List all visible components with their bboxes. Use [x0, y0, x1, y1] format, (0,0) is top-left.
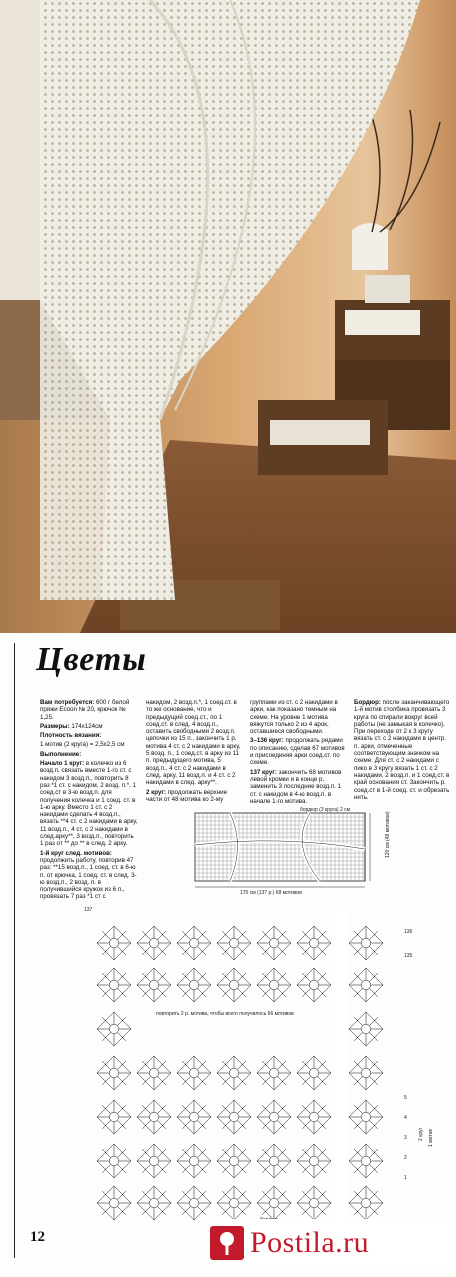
motif — [349, 926, 383, 960]
border-label: бордюр (3 круга) 2 см — [300, 807, 351, 813]
paragraph-heading: 1-й круг след. мотивов: — [40, 849, 112, 857]
motif — [97, 968, 131, 1002]
motif — [97, 926, 131, 960]
row-label-3: 3 — [404, 1135, 407, 1141]
motif — [297, 1056, 331, 1090]
paragraph-heading: Вам потребуется: — [40, 699, 95, 706]
paragraph — [354, 699, 450, 801]
side-label-round: 2 круг — [418, 1127, 424, 1141]
row-label-135: 135 — [404, 953, 413, 959]
paragraph — [250, 737, 346, 766]
motif — [349, 1100, 383, 1134]
motif — [97, 1012, 131, 1046]
layout-schematic — [190, 805, 400, 895]
paragraph-heading: Плотность вязания: — [40, 732, 102, 740]
paragraph — [40, 732, 138, 739]
motif — [349, 1144, 383, 1178]
page-frame-line — [14, 643, 15, 1258]
motif — [297, 1144, 331, 1178]
text-column-4 — [354, 699, 450, 803]
text-column-1 — [40, 699, 138, 903]
motif — [349, 1012, 383, 1046]
paragraph-text: закончить 68 мотивов левой кромки и в конце р. заменить 3 последние возд.п. 1 ст. с накидом в 4-ю возд.п. в начале 1-го мотива. — [250, 768, 342, 805]
motif — [349, 1056, 383, 1090]
paragraph-heading: Размеры: — [40, 722, 70, 730]
paragraph-text: продолжать рядами по описанию, сделав 67 мотивов и присоединяя арки соед.ст. по схеме. — [250, 737, 345, 767]
paragraph — [146, 789, 242, 804]
motif — [257, 1056, 291, 1090]
motif — [177, 968, 211, 1002]
motif — [217, 1056, 251, 1090]
motif — [217, 1144, 251, 1178]
row-label-4: 4 — [404, 1115, 407, 1121]
paragraph-heading: Начало 1 круг: — [40, 760, 85, 768]
motif — [297, 926, 331, 960]
photo-illustration — [0, 0, 456, 633]
paragraph-text: группами из ст. с 2 накидами в арки, как показано темным на схеме. На уровне 1 мотива вяжутся только 2 из 4 арок, оставшиеся свободными. — [250, 699, 338, 736]
pattern-page — [0, 633, 456, 1277]
pin-icon — [210, 1226, 244, 1260]
text-column-2 — [146, 699, 242, 805]
paragraph-text: 174х124см — [69, 722, 103, 730]
paragraph-text: после заканчивающего 1-й мотив столбика провязать 3 круга по спирали вокруг всей работы (не замыкая в колечко). При переходе от 2 к 3 кругу вязать ст. с 2 накидами в центр. п. арки, отмеченные соответствующим значком на схеме. Для ст. с 2 накидами с пико в 3 кругу вязать 1 ст. с 2 накидами, 2 возд.п. и 1 соед.ст. в край основания ст. Закончить р. соед.ст в 1-й соед. ст. и обрезать нить. — [354, 699, 450, 801]
motif — [177, 1186, 211, 1220]
motif — [137, 1100, 171, 1134]
paragraph-text: 600 г белой пряжи Ecoon № 20, крючок № 1,25. — [40, 699, 130, 721]
crochet-chart — [84, 905, 424, 1223]
motif — [177, 1100, 211, 1134]
motif — [297, 1100, 331, 1134]
paragraph-heading: 3–136 круг: — [250, 737, 284, 745]
motif — [177, 926, 211, 960]
motif — [257, 1186, 291, 1220]
motif — [217, 926, 251, 960]
paragraph — [40, 760, 138, 848]
paragraph — [40, 751, 138, 758]
paragraph — [40, 850, 138, 901]
paragraph-text: продолжать верхние части от 48 мотива ко 2-му — [146, 788, 228, 803]
width-label: 170 см (137 р.) 68 мотивов — [240, 890, 302, 896]
motif — [137, 1056, 171, 1090]
motif — [137, 1144, 171, 1178]
paragraph-heading: 2 круг: — [146, 788, 167, 796]
row-label-5: 5 — [404, 1095, 407, 1101]
motif — [97, 1100, 131, 1134]
motif — [257, 926, 291, 960]
motif — [257, 1144, 291, 1178]
paragraph — [250, 699, 346, 735]
motif — [97, 1056, 131, 1090]
motif — [349, 1186, 383, 1220]
motif — [297, 1186, 331, 1220]
motif — [177, 1056, 211, 1090]
motif — [137, 968, 171, 1002]
motif — [217, 1100, 251, 1134]
paragraph — [40, 699, 138, 721]
motif — [217, 968, 251, 1002]
watermark — [210, 1219, 450, 1267]
text-column-3 — [250, 699, 346, 807]
paragraph — [250, 769, 346, 805]
page-number: 12 — [30, 1229, 45, 1245]
paragraph-heading: 137 круг: — [250, 768, 277, 776]
row-label-1: 1 — [404, 1175, 407, 1181]
motif — [349, 968, 383, 1002]
motif — [97, 1186, 131, 1220]
paragraph-text: продолжить работу, повторив 47 раз: **15 возд.п., 1 соед. ст. в 6-ю п. от крючка, 1 соед. ст. в след. 3-ю возд.п., 2 возд. п. в получившийся кружок из 6 п., провязать 7 раз *1 ст с — [40, 856, 137, 901]
paragraph — [146, 699, 242, 787]
paragraph-heading: Бордюр: — [354, 699, 381, 706]
side-label-motif: 1 мотив — [428, 1128, 434, 1147]
motif — [97, 1144, 131, 1178]
paragraph-heading: Выполнение: — [40, 750, 82, 758]
paragraph-text: 1 мотив (2 круга) = 2,5х2,5 см — [40, 741, 125, 749]
motif — [257, 1100, 291, 1134]
motif — [137, 926, 171, 960]
motif — [177, 1144, 211, 1178]
motif — [297, 968, 331, 1002]
repeat-label: повторить 2 р. мотива, чтобы всего получилось 66 мотивов — [156, 1011, 294, 1017]
row-label-2: 2 — [404, 1155, 407, 1161]
height-label: 120 см (48 мотивов) — [385, 811, 391, 858]
motif — [217, 1186, 251, 1220]
paragraph-text: в колечко из 6 возд.п. связать вместе 1-го ст. с накидом 3 возд.п., повторить 8 раз *1 ст. с накидом, 2 возд. п.*, 1 соед.ст в 3-ю возд.п. для получения колечка и 1 соед. ст. в 1-ю арку. Вместо 1 ст. с 2 накидами сделать 4 возд.п., вязать **4 ст. с 2 накидами в арку, 11 возд.п., 4 ст. с 2 накидами в след.арку**, 3 возд.п., повторить 1 раз от ** до ** в след. 2 арку. — [40, 760, 138, 848]
paragraph-text: накидом, 2 возд.п.*, 1 соед.ст. в то же основание, что и предыдущий соед.ст., по 1 соед.ст. в след. 4 возд.п., оставить свободными 2 возд.п. цепочки из 15 п., закончить 1 р. мотива 4 ст. с 2 накидами в арку, 5 возд. п., 1 соед.ст. в арку из 11 п. предыдущего мотива, 5 возд.п., 4 ст. с 2 накидами в след. арку, 11 возд.п. и 4 ст. с 2 накидами в след. арку**. — [146, 699, 241, 787]
motif — [137, 1186, 171, 1220]
watermark-text: Postila.ru — [250, 1226, 370, 1259]
row-label-137: 137 — [84, 907, 93, 913]
paragraph — [40, 723, 138, 730]
paragraph — [40, 741, 138, 748]
motif — [257, 968, 291, 1002]
row-label-136: 136 — [404, 929, 413, 935]
page-title: Цветы — [36, 641, 147, 678]
curtain-photo — [0, 0, 456, 633]
